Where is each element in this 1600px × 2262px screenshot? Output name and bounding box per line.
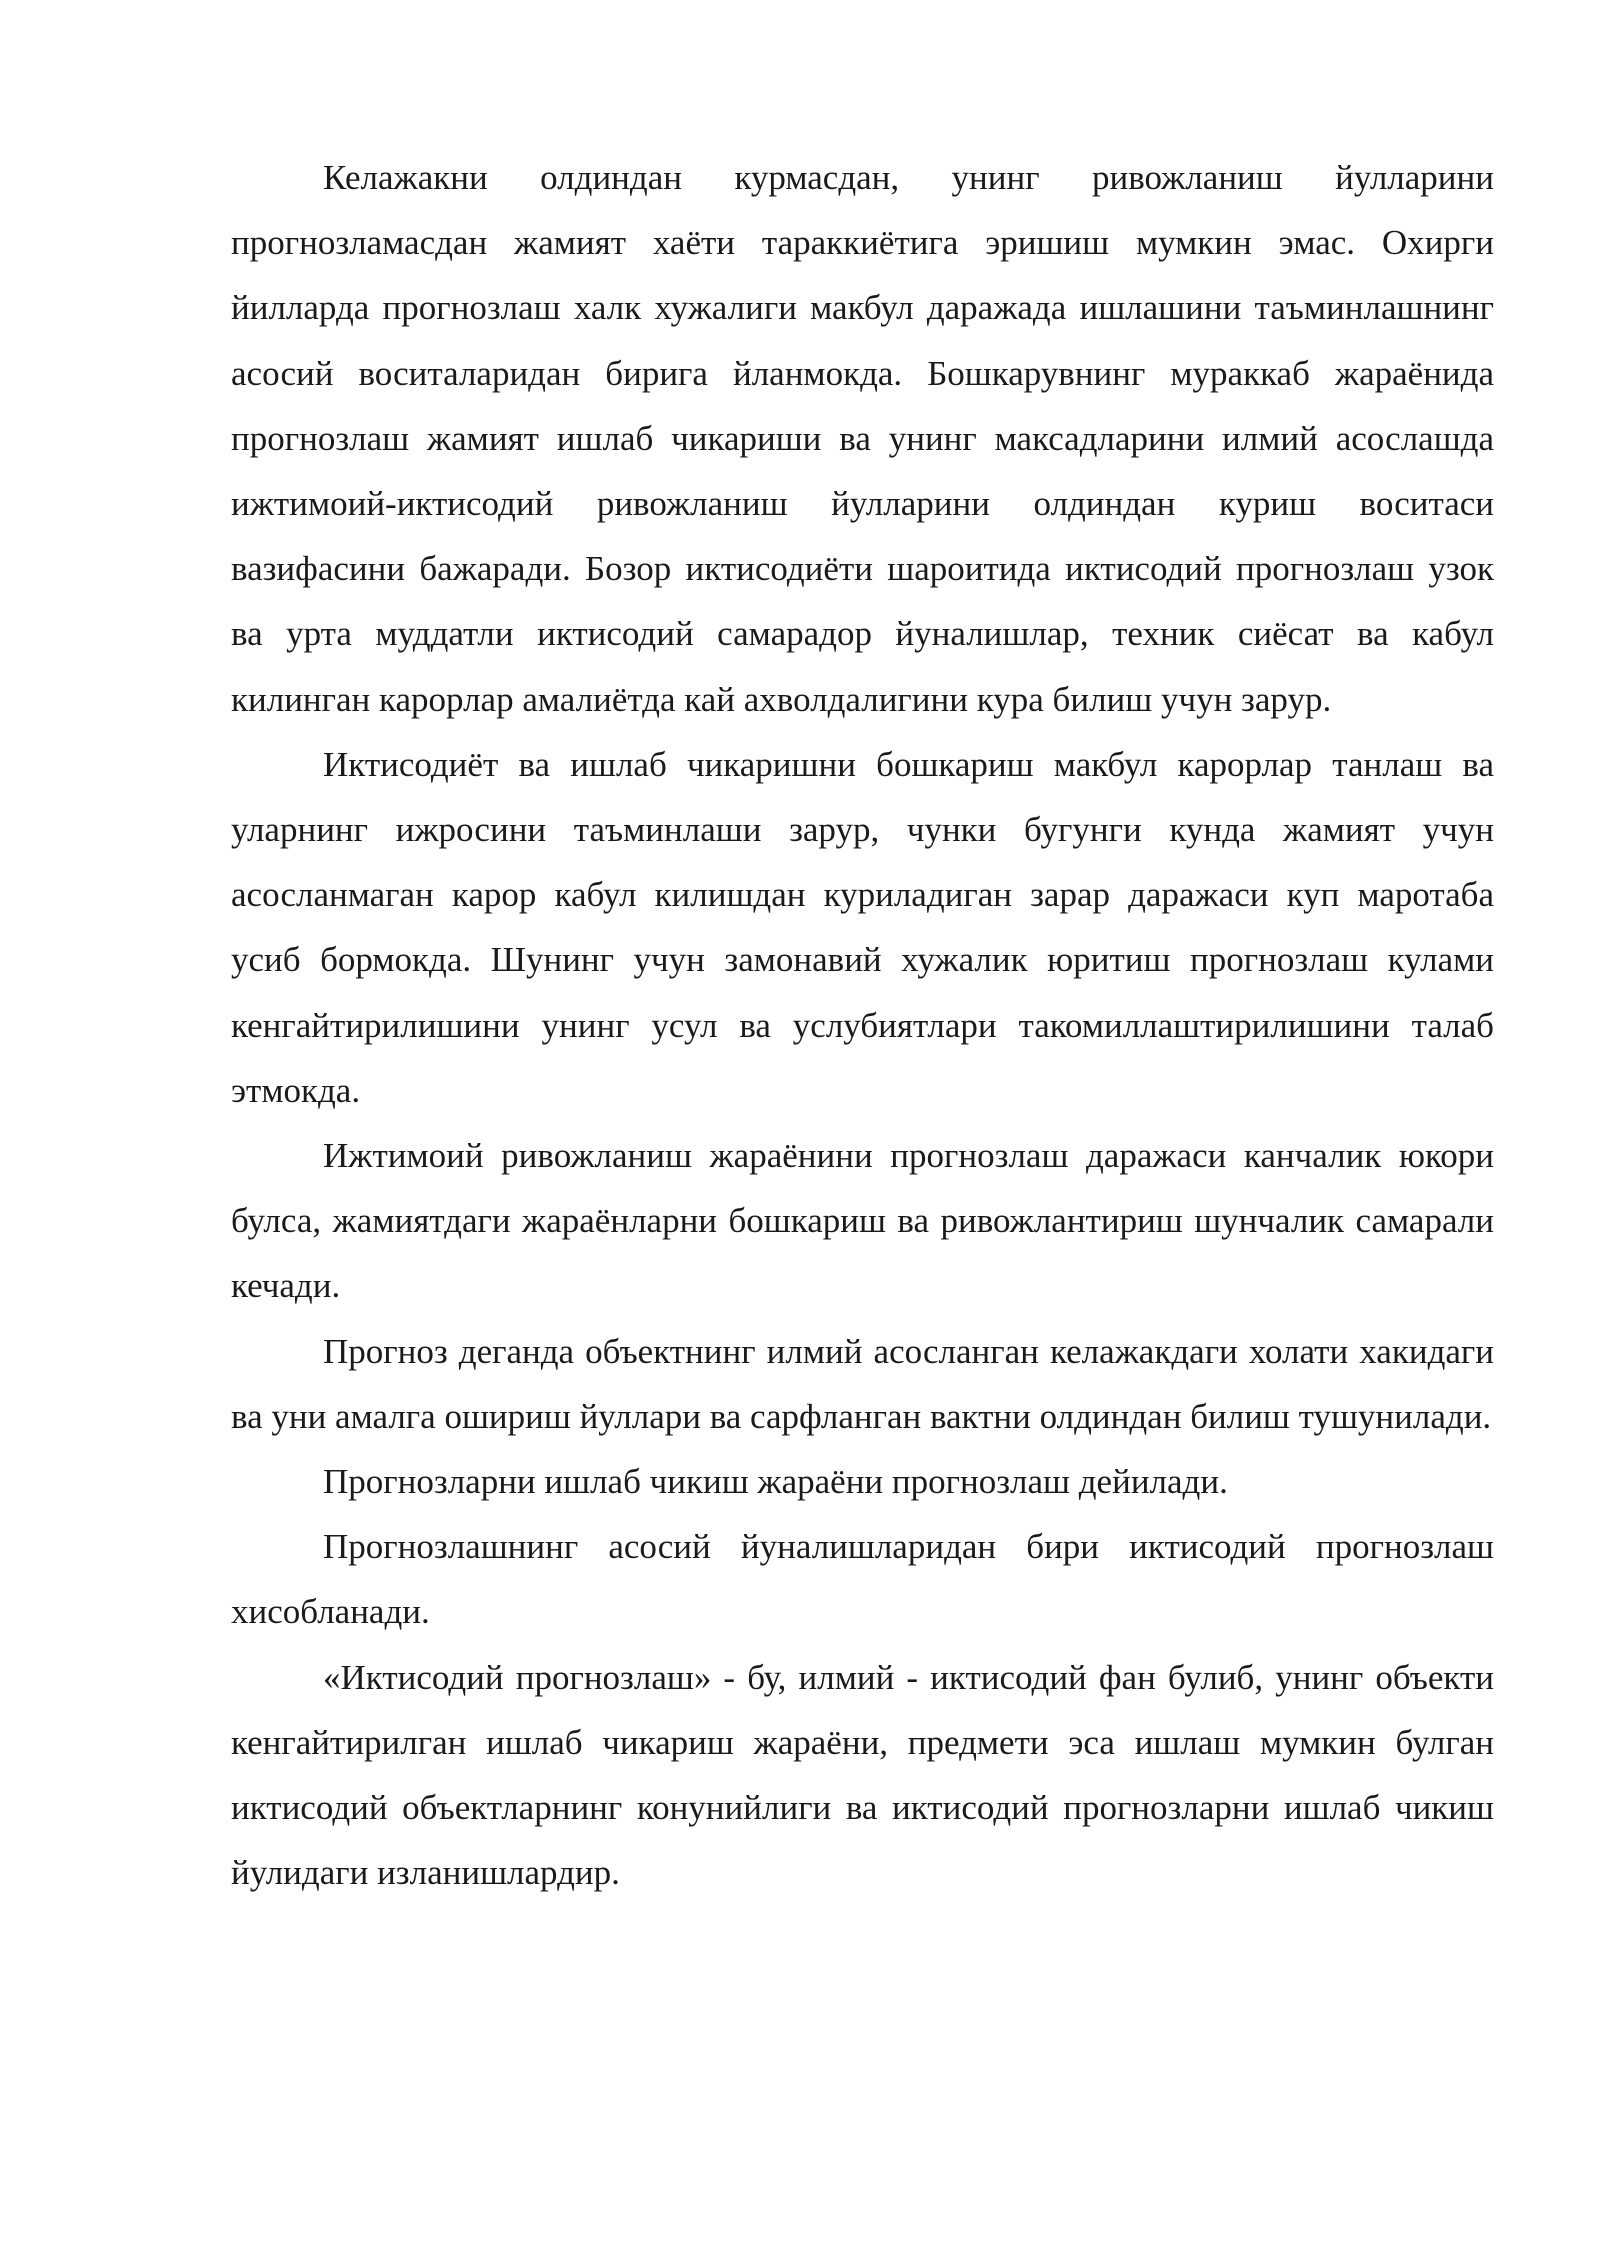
paragraph-1: Келажакни олдиндан курмасдан, унинг ривожланиш йулларини прогнозламасдан жамият хаёти тараккиётига эришиш мумкин эмас. Охирги йилларда прогнозлаш халк хужалиги макбул даражада ишлашини таъминлашнинг асосий воситаларидан бирига йланмокда. Бошкарувнинг мураккаб жараёнида прогнозлаш жамият ишлаб чикариши ва унинг максадларини илмий асослашда ижтимоий-иктисодий ривожланиш йулларини олдиндан куриш воситаси вазифасини бажаради. Бозор иктисодиёти шароитида иктисодий прогнозлаш узок ва урта муддатли иктисодий самарадор йуналишлар, техник сиёсат ва кабул килинган карорлар амалиётда кай ахволдалигини кура билиш учун зарур.	[231, 158, 1494, 719]
paragraph-5: Прогнозларни ишлаб чикиш жараёни прогнозлаш дейилади.	[323, 1462, 1228, 1502]
paragraph-3: Ижтимоий ривожланиш жараёнини прогнозлаш даражаси канчалик юкори булса, жамиятдаги жараёнларни бошкариш ва ривожлантириш шунчалик самарали кечади.	[231, 1136, 1494, 1306]
paragraph-7: «Иктисодий прогнозлаш» - бу, илмий - иктисодий фан булиб, унинг объекти кенгайтирилган ишлаб чикариш жараёни, предмети эса ишлаш мумкин булган иктисодий объектларнинг конунийлиги ва иктисодий прогнозларни ишлаб чикиш йулидаги изланишлардир.	[231, 1657, 1494, 1893]
paragraph-2: Иктисодиёт ва ишлаб чикаришни бошкариш макбул карорлар танлаш ва уларнинг ижросини таъминлаши зарур, чунки бугунги кунда жамият учун асосланмаган карор кабул килишдан куриладиган зарар даражаси куп маротаба усиб бормокда. Шунинг учун замонавий хужалик юритиш прогнозлаш кулами кенгайтирилишини унинг усул ва услубиятлари такомиллаштирилишини талаб этмокда.	[231, 744, 1494, 1110]
paragraph-4: Прогноз деганда объектнинг илмий асосланган келажакдаги холати хакидаги ва уни амалга ошириш йуллари ва сарфланган вактни олдиндан билиш тушунилади.	[231, 1331, 1494, 1436]
document-body	[231, 145, 1494, 1905]
paragraph-6: Прогнозлашнинг асосий йуналишларидан бири иктисодий прогнозлаш хисобланади.	[231, 1527, 1494, 1632]
